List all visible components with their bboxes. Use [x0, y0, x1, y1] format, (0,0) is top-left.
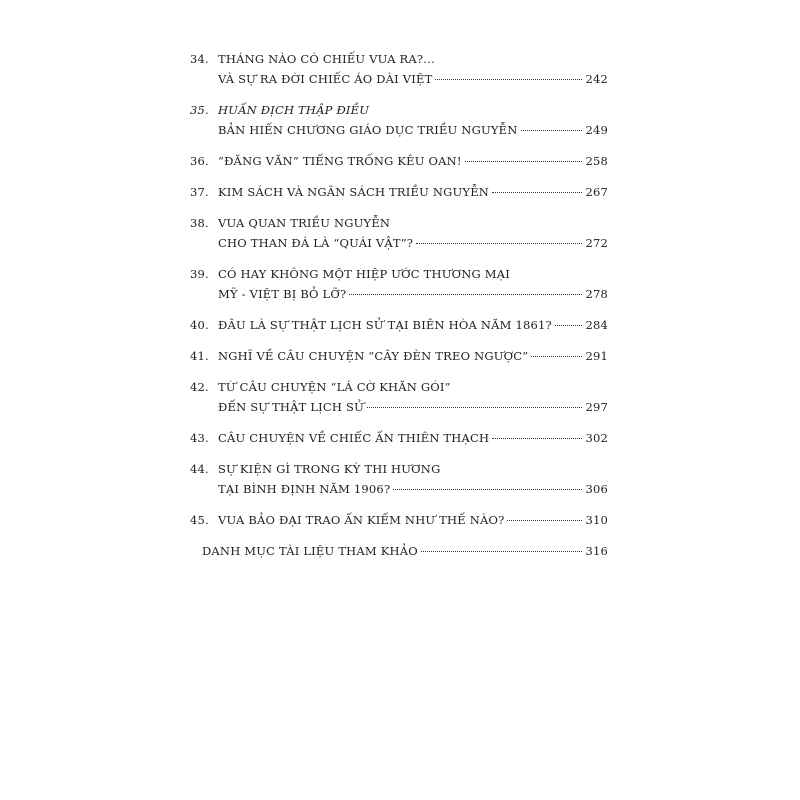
entry-number: 38.	[190, 216, 209, 230]
entry-title: ĐÂU LÀ SỰ THẬT LỊCH SỬ TẠI BIÊN HÒA NĂM 1861?	[218, 318, 552, 332]
entry-title: SỰ KIỆN GÌ TRONG KỲ THI HƯƠNG	[218, 462, 441, 476]
entry-title-cont: ĐẾN SỰ THẬT LỊCH SỬ	[218, 400, 364, 414]
toc-entry-41	[190, 349, 608, 369]
entry-page: 258	[585, 154, 608, 168]
entry-title: THÁNG NÀO CÓ CHIẾU VUA RA?...	[218, 52, 435, 66]
entry-title-cont: MỸ - VIỆT BỊ BỎ LỠ?	[218, 287, 347, 301]
dot-leader	[435, 79, 582, 80]
dot-leader	[416, 243, 582, 244]
entry-title: CÓ HAY KHÔNG MỘT HIỆP ƯỚC THƯƠNG MẠI	[218, 267, 510, 281]
entry-page: 284	[585, 318, 608, 332]
dot-leader	[465, 161, 583, 162]
toc-entry-42	[190, 380, 608, 420]
bibliography-page: 316	[585, 544, 608, 558]
toc-entry-36	[190, 154, 608, 174]
toc-entry-40	[190, 318, 608, 338]
toc-entry-bibliography	[190, 544, 608, 564]
toc-entry-39	[190, 267, 608, 307]
entry-page: 272	[585, 236, 608, 250]
entry-page: 291	[585, 349, 608, 363]
dot-leader	[531, 356, 582, 357]
entry-title-cont: CHO THAN ĐÁ LÀ “QUÁI VẬT”?	[218, 236, 414, 250]
dot-leader	[421, 551, 583, 552]
dot-leader	[555, 325, 583, 326]
entry-page: 310	[585, 513, 608, 527]
entry-title: “ĐĂNG VĂN” TIẾNG TRỐNG KÊU OAN!	[218, 154, 462, 168]
entry-title: CÂU CHUYỆN VỀ CHIẾC ẤN THIÊN THẠCH	[218, 431, 490, 445]
toc-entry-45	[190, 513, 608, 533]
entry-title-cont: BẢN HIẾN CHƯƠNG GIÁO DỤC TRIỀU NGUYỄN	[218, 123, 518, 137]
entry-title: TỪ CÂU CHUYỆN “LÁ CỜ KHĂN GÓI”	[218, 380, 451, 394]
entry-number: 44.	[190, 462, 209, 476]
toc-entry-34	[190, 52, 608, 92]
entry-number: 34.	[190, 52, 209, 66]
entry-number: 40.	[190, 318, 209, 332]
entry-title: VUA QUAN TRIỀU NGUYỄN	[218, 216, 391, 230]
entry-number: 42.	[190, 380, 209, 394]
entry-title: KIM SÁCH VÀ NGÂN SÁCH TRIỀU NGUYỄN	[218, 185, 490, 199]
table-of-contents	[190, 52, 608, 575]
entry-page: 267	[585, 185, 608, 199]
dot-leader	[492, 438, 582, 439]
entry-page: 242	[585, 72, 608, 86]
entry-number: 43.	[190, 431, 209, 445]
toc-entry-37	[190, 185, 608, 205]
dot-leader	[507, 520, 582, 521]
entry-number: 35.	[190, 103, 209, 117]
bibliography-title: DANH MỤC TÀI LIỆU THAM KHẢO	[202, 544, 418, 558]
entry-number: 45.	[190, 513, 209, 527]
dot-leader	[393, 489, 582, 490]
dot-leader	[492, 192, 582, 193]
toc-entry-38	[190, 216, 608, 256]
entry-title-cont: VÀ SỰ RA ĐỜI CHIẾC ÁO DÀI VIỆT	[218, 72, 433, 86]
entry-title-cont: TẠI BÌNH ĐỊNH NĂM 1906?	[218, 482, 391, 496]
entry-title: HUẤN ĐỊCH THẬP ĐIỀU	[218, 103, 370, 117]
entry-number: 37.	[190, 185, 209, 199]
entry-number: 41.	[190, 349, 209, 363]
toc-entry-43	[190, 431, 608, 451]
entry-page: 278	[585, 287, 608, 301]
dot-leader	[367, 407, 582, 408]
entry-number: 36.	[190, 154, 209, 168]
toc-entry-35	[190, 103, 608, 143]
entry-page: 306	[585, 482, 608, 496]
entry-page: 297	[585, 400, 608, 414]
dot-leader	[349, 294, 582, 295]
entry-title: NGHĨ VỀ CÂU CHUYỆN “CÂY ĐÈN TREO NGƯỢC”	[218, 349, 529, 363]
dot-leader	[521, 130, 583, 131]
entry-title: VUA BẢO ĐẠI TRAO ẤN KIẾM NHƯ THẾ NÀO?	[218, 513, 505, 527]
entry-page: 249	[585, 123, 608, 137]
toc-entry-44	[190, 462, 608, 502]
entry-page: 302	[585, 431, 608, 445]
entry-number: 39.	[190, 267, 209, 281]
